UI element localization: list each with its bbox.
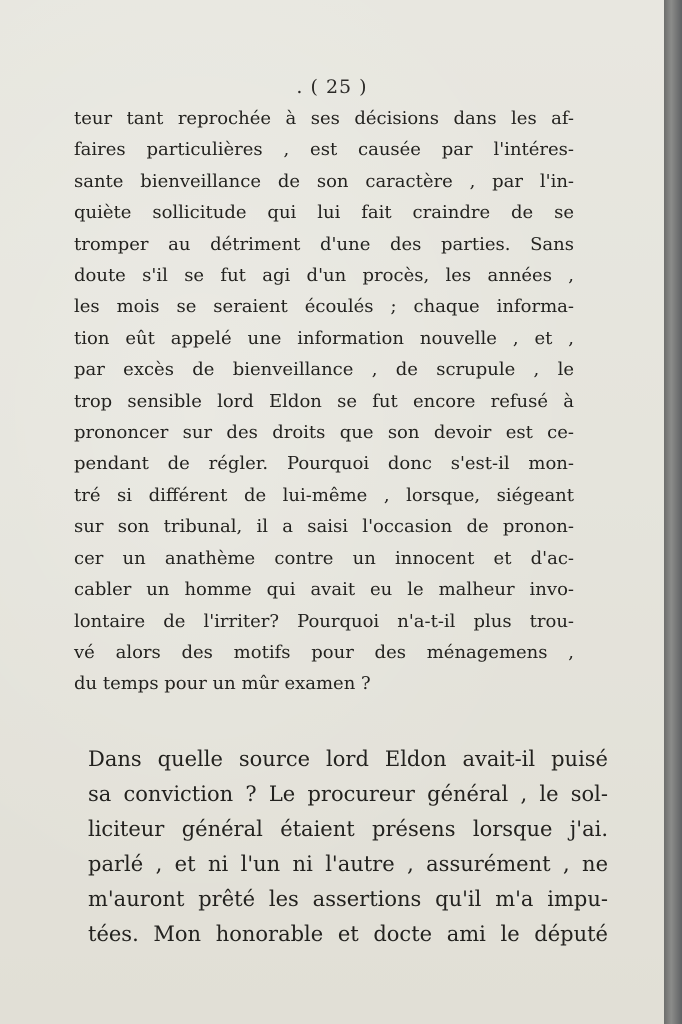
text-line: quiète sollicitude qui lui fait craindre de se	[74, 202, 574, 224]
paragraph-2	[88, 742, 608, 952]
text-line: Dans quelle source lord Eldon avait-il puisé	[88, 747, 608, 771]
text-line: trop sensible lord Eldon se fut encore refusé à	[74, 390, 574, 412]
text-line: lontaire de l'irriter? Pourquoi n'a-t-il plus trou-	[74, 610, 574, 632]
text-line: pendant de régler. Pourquoi donc s'est-il mon-	[74, 453, 574, 475]
text-line: sur son tribunal, il a saisi l'occasion de pronon-	[74, 516, 574, 538]
page-number: . ( 25 )	[296, 76, 368, 98]
text-line: teur tant reprochée à ses décisions dans les af-	[74, 108, 574, 129]
text-line: vé alors des motifs pour des ménagemens ,	[74, 641, 574, 663]
page-edge-background	[664, 0, 682, 1024]
text-line: sante bienveillance de son caractère , par l'in-	[74, 170, 574, 192]
text-line: doute s'il se fut agi d'un procès, les années ,	[74, 265, 574, 287]
text-line: par excès de bienveillance , de scrupule , le	[74, 359, 574, 381]
text-line: sa conviction ? Le procureur général , le sol-	[88, 782, 608, 806]
text-line: du temps pour un mûr examen ?	[74, 673, 371, 695]
text-line: parlé , et ni l'un ni l'autre , assurément , ne	[88, 852, 608, 876]
paragraph-1	[74, 103, 574, 700]
text-line: liciteur général étaient présens lorsque j'ai.	[88, 817, 608, 841]
text-line: cer un anathème contre un innocent et d'ac-	[74, 547, 574, 569]
text-line: cabler un homme qui avait eu le malheur invo-	[74, 579, 574, 601]
text-line: m'auront prêté les assertions qu'il m'a impu-	[88, 887, 608, 911]
text-line: faires particulières , est causée par l'intéres-	[74, 139, 574, 161]
text-line: tromper au détriment d'une des parties. Sans	[74, 233, 574, 255]
text-line: tré si différent de lui-même , lorsque, siégeant	[74, 484, 574, 506]
text-line: tées. Mon honorable et docte ami le député	[88, 922, 608, 946]
text-line: prononcer sur des droits que son devoir est ce-	[74, 422, 574, 444]
text-line: les mois se seraient écoulés ; chaque informa-	[74, 296, 574, 318]
text-line: tion eût appelé une information nouvelle , et ,	[74, 327, 574, 349]
